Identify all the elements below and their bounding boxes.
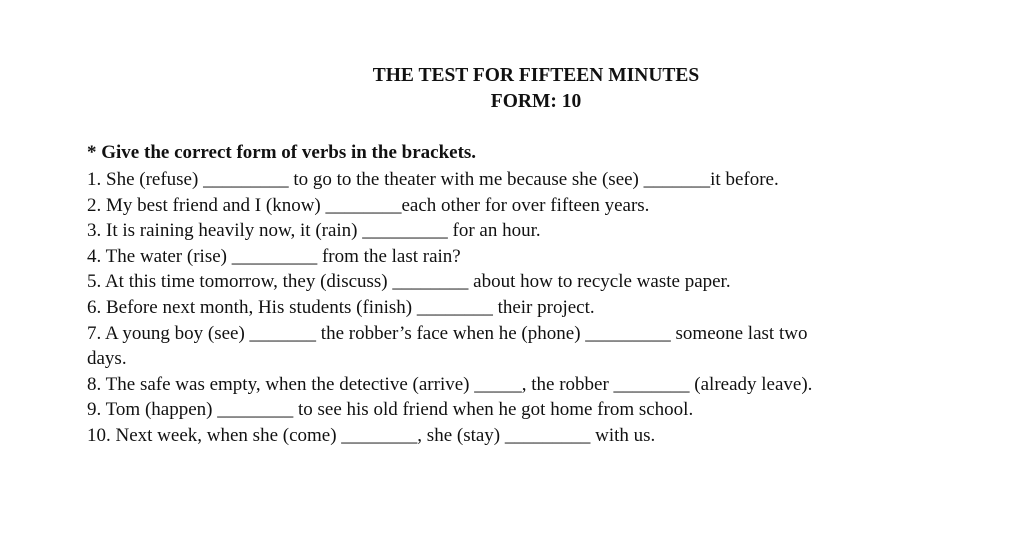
question-10: 10. Next week, when she (come) ________, she (stay) _________ with us. [87, 424, 656, 446]
exercise-instruction: * Give the correct form of verbs in the brackets. [87, 142, 477, 163]
question-9: 9. Tom (happen) ________ to see his old friend when he got home from school. [87, 399, 694, 421]
question-6: 6. Before next month, His students (finish) ________ their project. [87, 296, 595, 318]
question-5: 5. At this time tomorrow, they (discuss) ________ about how to recycle waste paper. [87, 271, 731, 293]
question-3: 3. It is raining heavily now, it (rain) _________ for an hour. [87, 220, 541, 242]
question-2: 2. My best friend and I (know) ________each other for over fifteen years. [87, 194, 650, 216]
question-7-continued: days. [87, 348, 127, 370]
title-block [0, 63, 1024, 115]
question-4: 4. The water (rise) _________ from the last rain? [87, 245, 461, 267]
question-7: 7. A young boy (see) _______ the robber’s face when he (phone) _________ someone last two [87, 322, 808, 344]
question-1: 1. She (refuse) _________ to go to the theater with me because she (see) _______it before. [87, 169, 779, 190]
question-list [87, 167, 967, 449]
form-number: FORM: 10 [490, 91, 582, 112]
question-8: 8. The safe was empty, when the detective (arrive) _____, the robber ________ (already leave). [87, 373, 813, 395]
test-title: THE TEST FOR FIFTEEN MINUTES [372, 65, 700, 86]
